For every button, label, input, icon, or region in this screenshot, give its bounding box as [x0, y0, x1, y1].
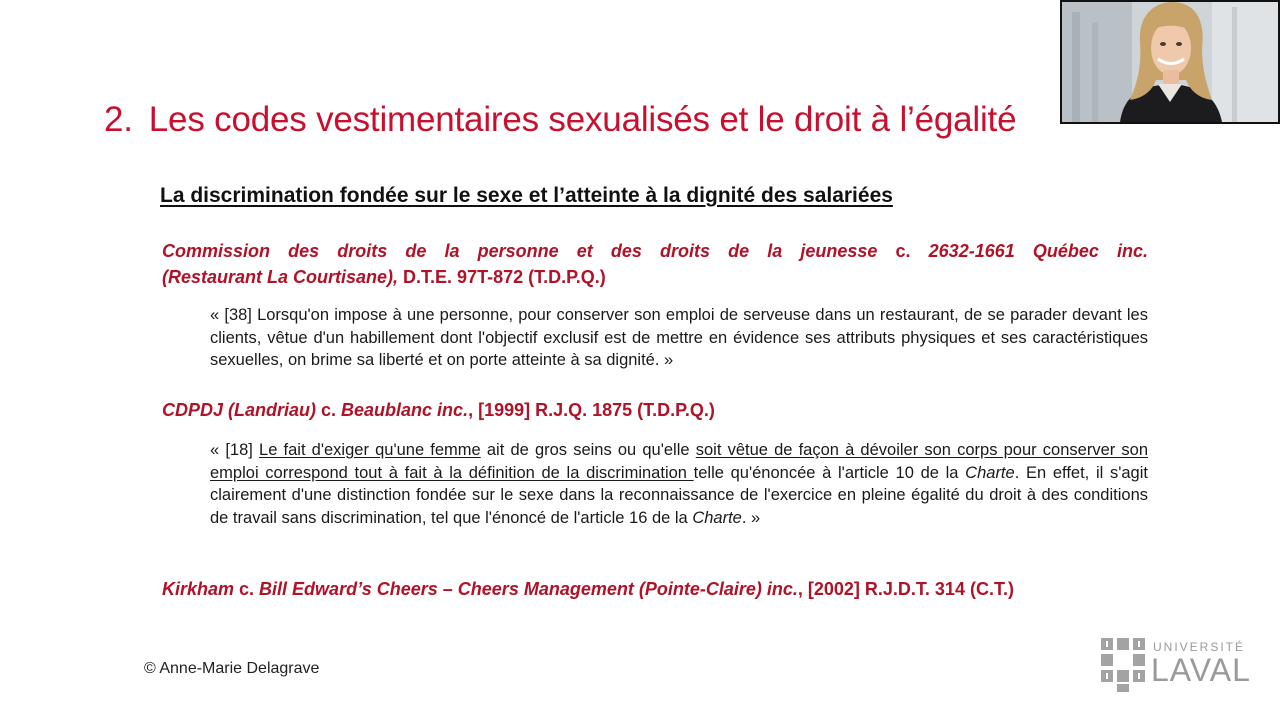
- case-line-1: [162, 238, 1148, 264]
- quote-text: « [18]: [210, 441, 260, 459]
- case-party-1: Kirkham: [162, 579, 235, 599]
- universite-laval-logo: [1099, 636, 1249, 696]
- laval-crest-icon: [1099, 636, 1147, 694]
- case-party-2: Beaublanc inc.: [341, 400, 469, 420]
- case-party-1: CDPDJ (Landriau): [162, 400, 317, 420]
- case-party-2-line-2: (Restaurant La Courtisane),: [162, 267, 399, 287]
- quote-paragraph-38: « [38] Lorsqu'on impose à une personne, pour conserver son emploi de serveuse dans un restaurant, de se parader devant les clients, vêtue d'un habillement dont l'objectif exclusif est de mettre en évidence ses attributs physiques et ses caractéristiques sexuelles, on brime sa liberté et on porte atteinte à sa dignité. »: [210, 306, 1148, 369]
- case-citation-beaublanc: [162, 397, 1148, 423]
- case-party-1: Commission des droits de la personne et des droits de la jeunesse: [162, 241, 878, 261]
- case-party-2: Bill Edward’s Cheers – Cheers Management (Pointe-Claire) inc.: [259, 579, 798, 599]
- quote-charte: Charte: [965, 463, 1015, 482]
- case-citation-kirkham: [162, 576, 1148, 602]
- case-sep: c.: [234, 579, 260, 599]
- case-sep: c.: [316, 400, 342, 420]
- slide-title: [104, 100, 1016, 140]
- logo-universite-text: UNIVERSITÉ: [1153, 640, 1246, 654]
- copyright-notice: © Anne-Marie Delagrave: [144, 660, 320, 677]
- quote-text: ait de gros seins ou qu'elle: [480, 441, 696, 459]
- quote-underlined-text: soit vêtue de façon à dévoiler son corps pour conserver son emploi correspond tout à fait à la définition de la discrimination: [210, 441, 1148, 482]
- case-reference: , [1999] R.J.Q. 1875 (T.D.P.Q.): [468, 400, 715, 420]
- case-party-2-line-1: 2632-1661 Québec inc.: [928, 241, 1148, 261]
- section-subtitle: La discrimination fondée sur le sexe et l’atteinte à la dignité des salariées: [160, 184, 893, 207]
- quote-text: telle qu'énoncée à l'article 10 de la: [693, 463, 966, 482]
- case-reference: , [2002] R.J.D.T. 314 (C.T.): [797, 579, 1014, 599]
- logo-laval-text: LAVAL: [1151, 652, 1251, 688]
- quote-charte: Charte: [692, 508, 742, 527]
- quote-paragraph-18: [210, 439, 1148, 529]
- presenter-webcam: [1060, 0, 1280, 124]
- slide-title-text: Les codes vestimentaires sexualisés et le droit à l’égalité: [148, 100, 1017, 139]
- case-citation-courtisane: [162, 238, 1148, 290]
- quote-text: . »: [741, 508, 761, 527]
- case-sep: c.: [877, 241, 929, 261]
- quote-underlined-text: Le fait d'exiger qu'une femme: [259, 441, 481, 459]
- case-reference: D.T.E. 97T-872 (T.D.P.Q.): [398, 267, 606, 287]
- slide-title-number: 2.: [104, 100, 133, 139]
- quote-text: . En effet, il s'agit clairement d'une distinction fondée sur le sexe dans la reconnaissance de l'exercice en pleine égalité du droit à des conditions de travail sans discrimination, tel que l'énoncé de l'article 16 de la: [210, 463, 1148, 527]
- presenter-photo-icon: [1062, 2, 1278, 122]
